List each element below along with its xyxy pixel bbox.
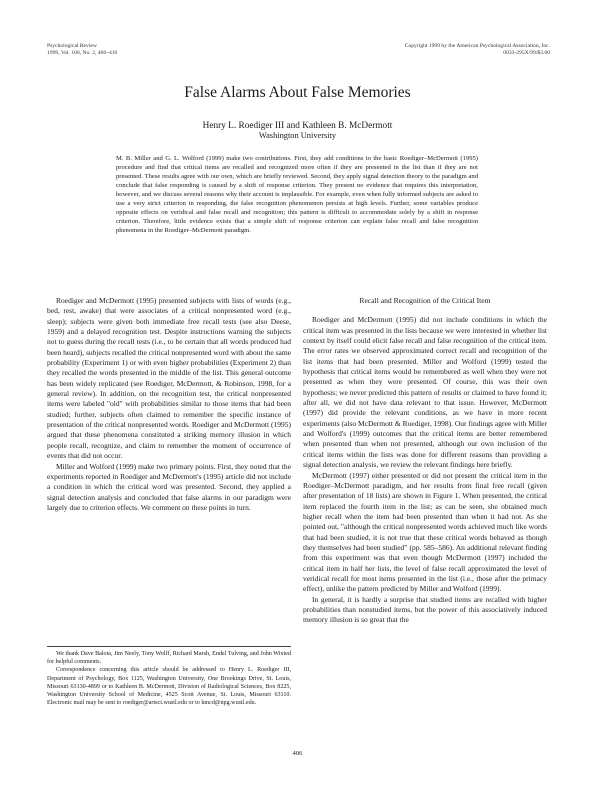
issn-line: 0033-295X/99/$3.00 [503, 49, 550, 56]
author-affiliation: Washington University [258, 131, 337, 140]
journal-name: Psychological Review [47, 43, 97, 49]
abstract: M. B. Miller and G. L. Wolford (1999) make two contributions. First, they add conditions to the basic Roediger–McDermott (1995) procedure and find that critical items are recalled and recognized more often if they are presented in the list than if they are not presented. These results agree with our own, which are briefly reviewed. Second, they apply signal detection theory to the paradigm and conclude that false responding is caused by a shift of response criterion. They present no evidence that requires this interpretation, however, and we discuss several reasons why their account is implausible. For example, even when fully informed subjects are asked to use a very strict criterion in responding, the false recognition phenomenon persists at high levels. Further, some variables produce opposite effects on veridical and false recall and recognition; this pattern is difficult to accommodate solely by a shift in response criterion. Therefore, little evidence exists that a simple shift of response criterion can explain false recall and false recognition phenomena in the Roediger–McDermott paradigm. [116, 155, 478, 234]
copyright-header [405, 43, 550, 56]
body-paragraph: In general, it is hardly a surprise that studied items are recalled with higher probabilities than nonstudied items, but the power of this associatively induced memory illusion is so great that the [303, 594, 547, 625]
journal-volume: 1999, Vol. 106, No. 2, 406–410 [47, 49, 118, 56]
body-paragraph: Roediger and McDermott (1995) did not include conditions in which the critical item was presented in the lists because we were interested in whether list context by itself could elicit false recall and false recognition of the critical item. The error rates we observed approximated correct recall and recognition of the list items that had been presented. Miller and Wolford (1999) tested the hypothesis that critical items would be remembered as well when they were not presented as when they were presented. Of course, this was their own hypothesis; we never predicted this pattern of results or claimed to have found it; after all, we did not have data relevant to that issue. However, McDermott (1997) did provide the relevant conditions, as we have in more recent experiments (also McDermott & Roediger, 1998). Our findings agree with Miller and Wolford's (1999) outcomes that the critical items are better remembered when presented than when not presented, although our own inclusion of the critical items within the lists was done for different reasons than providing a signal detection analysis, we review the relevant findings here briefly. [303, 315, 547, 470]
acknowledgment-note: We thank Dave Balota, Jim Neely, Tony Wolff, Richard Marsh, Endel Tulving, and John Wixted for helpful comments. [47, 651, 291, 666]
correspondence-note: Correspondence concerning this article should be addressed to Henry L. Roediger III, Department of Psychology, Box 1125, Washington University, One Brookings Drive, St. Louis, Missouri 63130-4899 or to Kathleen B. McDermott, Division of Radiological Sciences, Box 8225, Washington University School of Medicine, 4525 Scott Avenue, St. Louis, Missouri 63110. Electronic mail may be sent to roediger@artsci.wustl.edu or to kmcd@npg.wustl.edu. [47, 667, 291, 707]
right-column [303, 296, 547, 626]
body-paragraph: McDermott (1997) either presented or did not present the critical item in the Roediger–McDermott paradigm, and her results from final free recall (given after presentation of 18 lists) are shown in Figure 1. When presented, the critical item replaced the fourth item in the list; as can be seen, she obtained much higher recall when the item had been presented than when it had not. As she pointed out, "although the critical nonpresented words achieved much like words that had been studied, it is not true that these critical words behaved as though they themselves had been studied" (pp. 585–586). An additional relevant finding from this experiment was that even though McDermott (1997) included the critical item in half her lists, the level of false recall approximated the level of veridical recall for most items presented in the list (i.e., those after the primacy effect), unlike the pattern predicted by Miller and Wolford (1999). [303, 470, 547, 594]
section-heading: Recall and Recognition of the Critical Item [359, 296, 491, 305]
page-number: 406 [292, 750, 303, 757]
author-notes [47, 646, 291, 707]
journal-header [47, 43, 117, 56]
body-paragraph: Miller and Wolford (1999) make two primary points. First, they noted that the experiments reported in Roediger and McDermott's (1995) article did not include a condition in which the critical word was presented. Second, they applied a signal detection analysis and concluded that false alarms in our paradigm were largely due to criterion effects. We comment on these points in turn. [47, 461, 291, 512]
article-title: False Alarms About False Memories [184, 84, 411, 101]
left-column [47, 296, 291, 513]
article-authors: Henry L. Roediger III and Kathleen B. McDermott [202, 121, 393, 131]
body-paragraph: Roediger and McDermott (1995) presented subjects with lists of words (e.g., bed, rest, awake) that were associates of a critical nonpresented word (e.g., sleep); subjects were given both immediate free recall tests (see also Deese, 1959) and a delayed recognition test. Despite instructions warning the subjects not to guess during the recall tests (i.e., to be certain that all words produced had been heard), subjects recalled the critical nonpresented word with about the same probability (Experiment 1) or with even higher probabilities (Experiment 2) than they recalled the words presented in the middle of the list. This general outcome has been widely replicated (see Roediger, McDermott, & Robinson, 1998, for a general review). In addition, on the recognition test, the critical nonpresented items were labeled "old" with probabilities similar to those items that had been studied; further, subjects often claimed to remember the specific instance of presentation of the critical nonpresented words. Roediger and McDermott (1995) argued that these phenomena constituted a striking memory illusion in which people recall, recognize, and claim to remember the moment of occurrence of events that did not occur. [47, 296, 291, 461]
copyright-line: Copyright 1999 by the American Psychological Association, Inc. [404, 43, 550, 49]
